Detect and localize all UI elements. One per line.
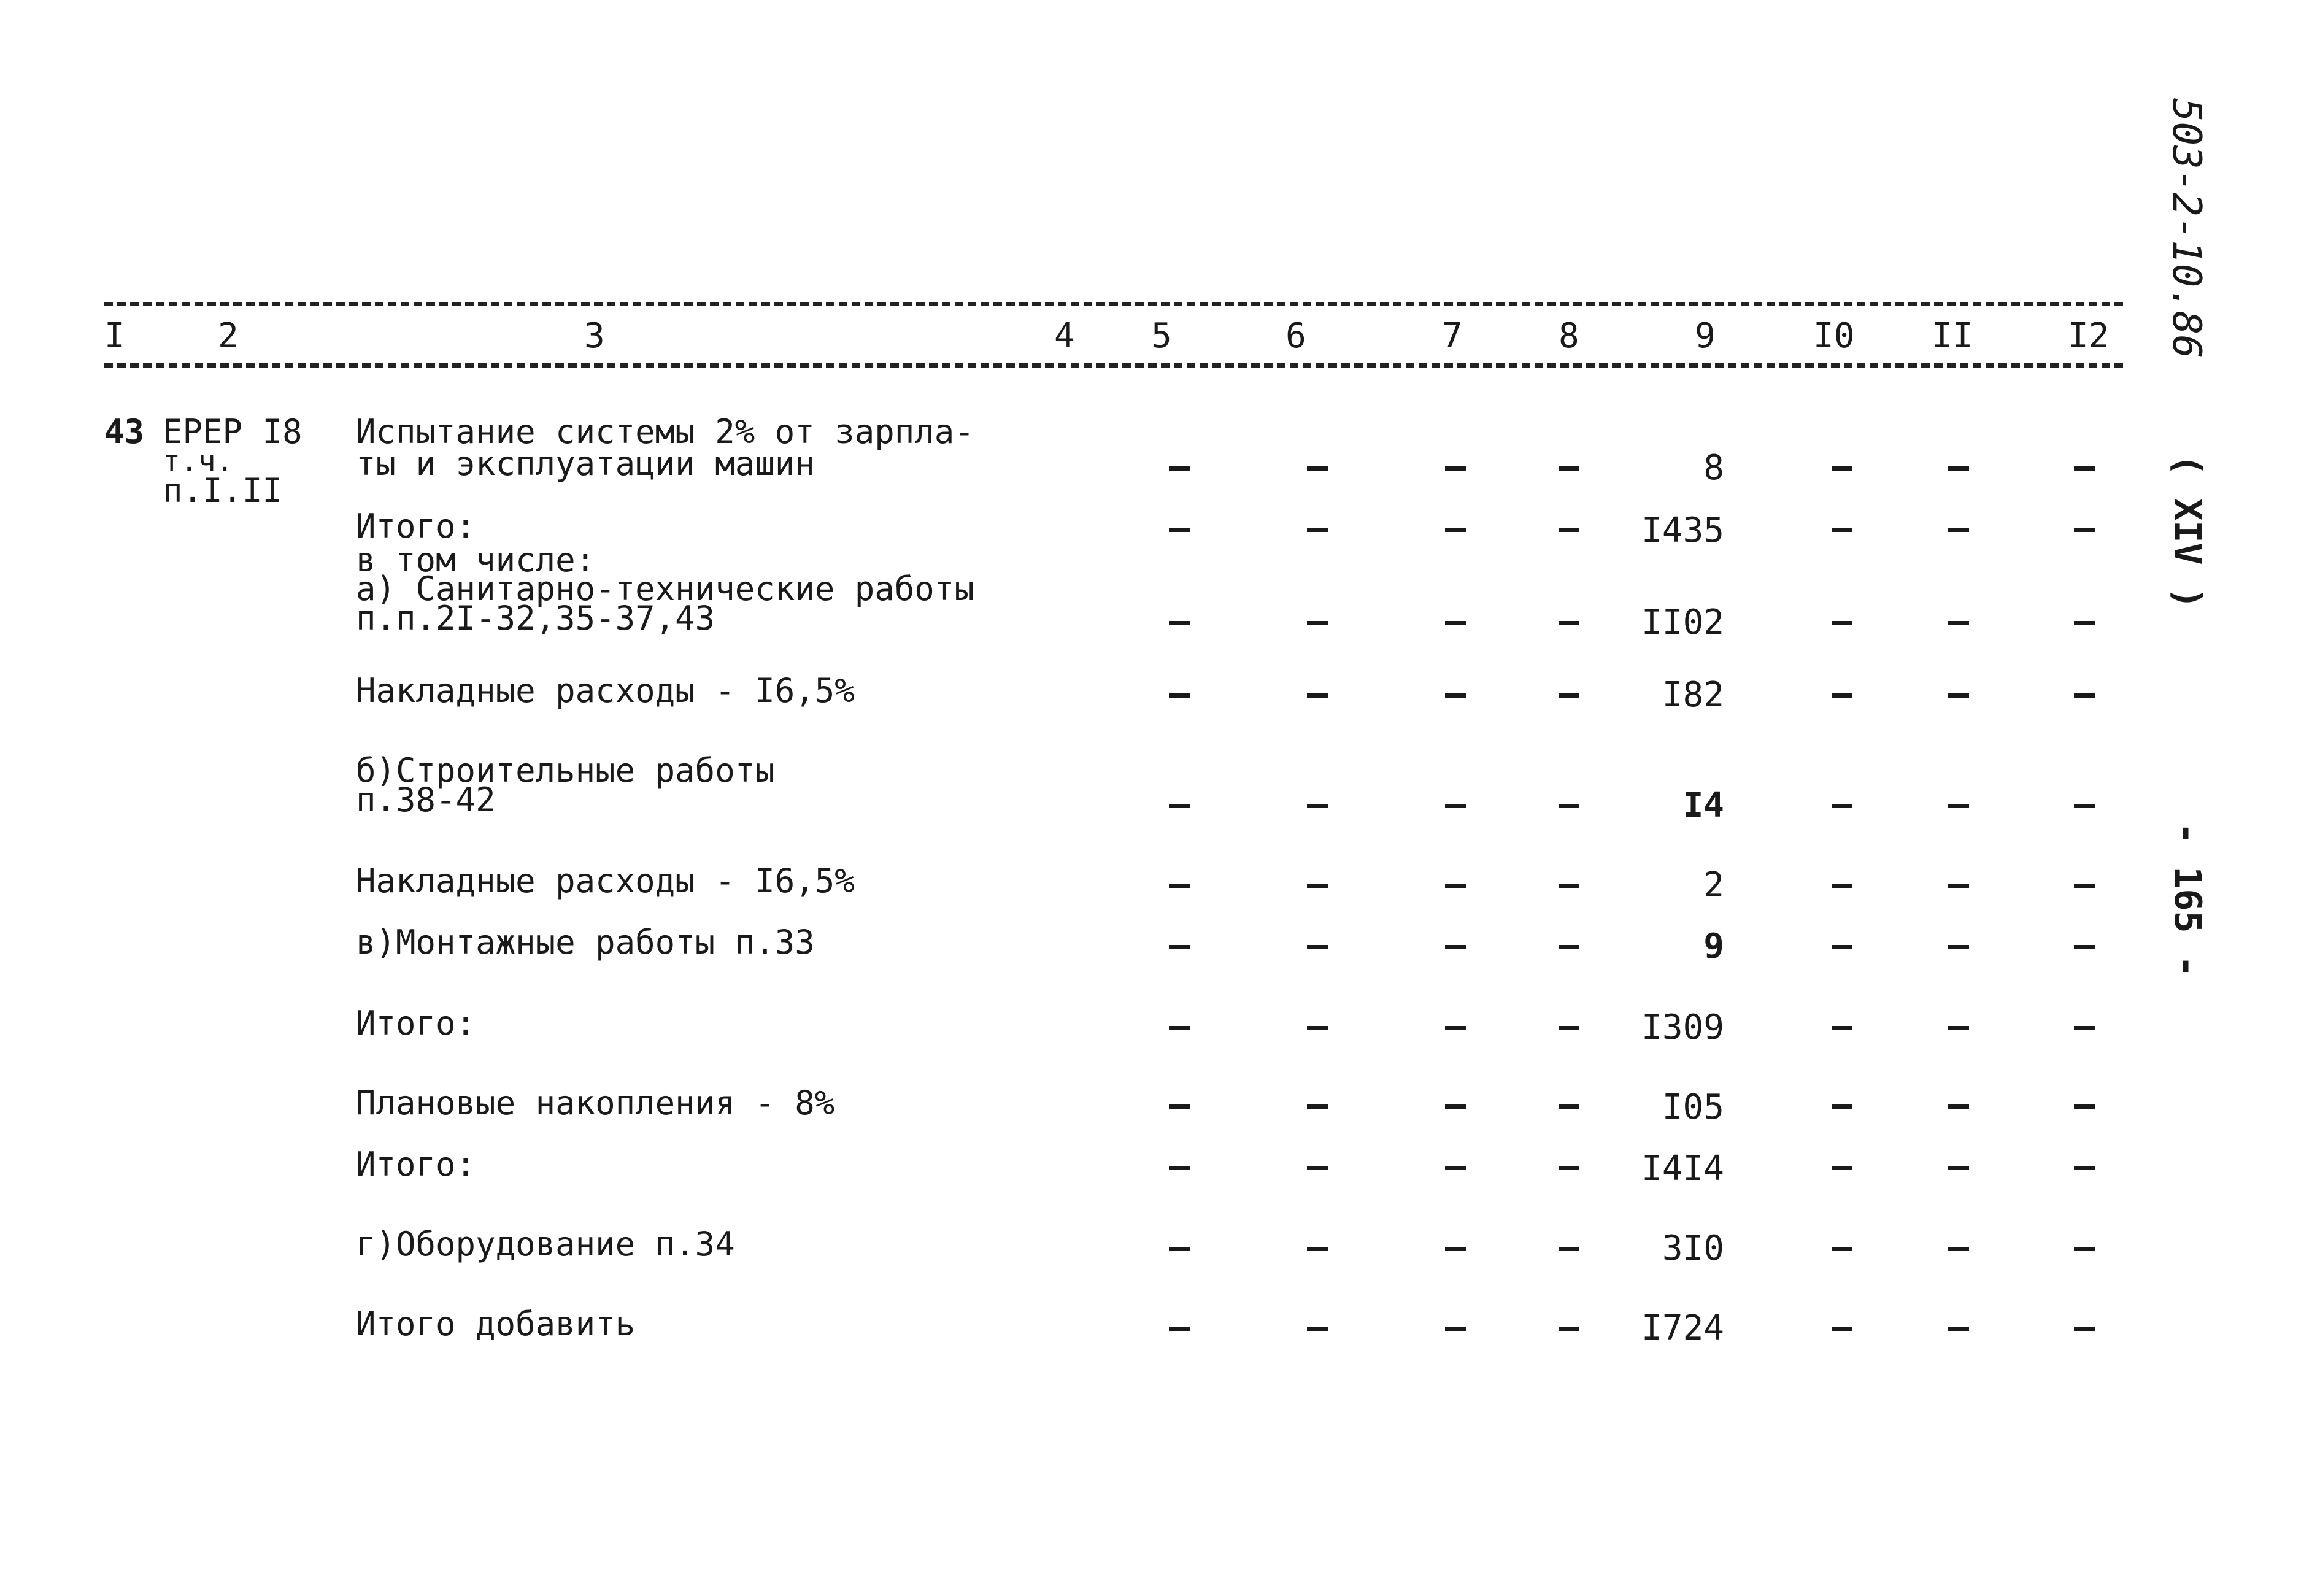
row-9-col7-dash <box>1445 1104 1466 1109</box>
row-10-col9-value: I4I4 <box>1641 1149 1724 1189</box>
row-7-col12-dash <box>2074 945 2095 949</box>
row-1-col7-dash <box>1445 466 1466 471</box>
row-6-col6-dash <box>1307 884 1328 888</box>
header-col-10: I0 <box>1813 316 1855 356</box>
row-3-col8-dash <box>1559 621 1579 625</box>
row-7-col7-dash <box>1445 945 1466 949</box>
row-4-col6-dash <box>1307 693 1328 698</box>
row-4-col11-dash <box>1948 693 1969 698</box>
row-5-col11-dash <box>1948 804 1969 808</box>
row-5-col10-dash <box>1832 804 1852 808</box>
row-9-col5-dash <box>1169 1104 1190 1109</box>
row-3-col10-dash <box>1832 621 1852 625</box>
row-2-col5-dash <box>1169 528 1190 532</box>
row-3-label-a: в том числе: <box>356 541 596 579</box>
row-1-col8-dash <box>1559 466 1579 471</box>
row-2-col12-dash <box>2074 528 2095 532</box>
header-col-4: 4 <box>1054 316 1075 356</box>
header-col-1: I <box>104 316 125 356</box>
row-9-col9-value: I05 <box>1662 1087 1724 1127</box>
entry-code-line2: т.ч. <box>163 444 234 479</box>
header-col-5: 5 <box>1151 316 1172 356</box>
header-col-7: 7 <box>1442 316 1463 356</box>
row-4-label: Накладные расходы - I6,5% <box>356 671 855 710</box>
row-4-col10-dash <box>1832 693 1852 698</box>
row-2-col9-value: I435 <box>1641 511 1724 550</box>
row-12-col12-dash <box>2074 1327 2095 1331</box>
header-col-6: 6 <box>1285 316 1306 356</box>
row-1-col11-dash <box>1948 466 1969 471</box>
row-9-label: Плановые накопления - 8% <box>356 1084 835 1122</box>
row-9-col10-dash <box>1832 1104 1852 1109</box>
row-11-col5-dash <box>1169 1247 1190 1251</box>
row-7-label: в)Монтажные работы п.33 <box>356 923 815 962</box>
row-8-col7-dash <box>1445 1026 1466 1030</box>
row-2-col7-dash <box>1445 528 1466 532</box>
page-number: - 165 - <box>2166 822 2209 977</box>
row-1-col6-dash <box>1307 466 1328 471</box>
side-section-code: ( XIV ) <box>2166 454 2209 609</box>
entry-code-line3: п.I.II <box>163 471 283 510</box>
row-8-col6-dash <box>1307 1026 1328 1030</box>
row-12-col10-dash <box>1832 1327 1852 1331</box>
row-2-col8-dash <box>1559 528 1579 532</box>
row-10-col12-dash <box>2074 1166 2095 1170</box>
row-1-col10-dash <box>1832 466 1852 471</box>
row-3-col11-dash <box>1948 621 1969 625</box>
row-7-col10-dash <box>1832 945 1852 949</box>
entry-code-line1: ЕРЕР I8 <box>163 412 303 451</box>
row-1-label-a: Испытание системы 2% от зарпла- <box>356 412 974 451</box>
row-4-col5-dash <box>1169 693 1190 698</box>
row-8-col11-dash <box>1948 1026 1969 1030</box>
row-7-col8-dash <box>1559 945 1579 949</box>
header-col-3: 3 <box>584 316 605 356</box>
row-6-col10-dash <box>1832 884 1852 888</box>
row-10-col11-dash <box>1948 1166 1969 1170</box>
row-3-col6-dash <box>1307 621 1328 625</box>
row-11-col12-dash <box>2074 1247 2095 1251</box>
row-3-col5-dash <box>1169 621 1190 625</box>
row-10-col7-dash <box>1445 1166 1466 1170</box>
header-col-2: 2 <box>218 316 239 356</box>
row-1-col9-value: 8 <box>1703 448 1724 488</box>
row-5-col6-dash <box>1307 804 1328 808</box>
row-3-col9-value: II02 <box>1641 603 1724 642</box>
row-7-col5-dash <box>1169 945 1190 949</box>
row-2-col11-dash <box>1948 528 1969 532</box>
row-7-col9-value: 9 <box>1703 927 1724 966</box>
row-6-col7-dash <box>1445 884 1466 888</box>
row-4-col12-dash <box>2074 693 2095 698</box>
row-4-col9-value: I82 <box>1662 675 1724 715</box>
row-5-label-b: п.38-42 <box>356 781 496 819</box>
row-12-col11-dash <box>1948 1327 1969 1331</box>
row-8-col5-dash <box>1169 1026 1190 1030</box>
header-col-12: I2 <box>2068 316 2110 356</box>
row-4-col8-dash <box>1559 693 1579 698</box>
row-6-label: Накладные расходы - I6,5% <box>356 862 855 900</box>
row-6-col12-dash <box>2074 884 2095 888</box>
row-3-col7-dash <box>1445 621 1466 625</box>
row-3-col12-dash <box>2074 621 2095 625</box>
row-5-col5-dash <box>1169 804 1190 808</box>
row-3-label-c: п.п.2I-32,35-37,43 <box>356 599 715 638</box>
row-6-col9-value: 2 <box>1703 865 1724 905</box>
row-8-col9-value: I309 <box>1641 1008 1724 1047</box>
row-11-col11-dash <box>1948 1247 1969 1251</box>
row-8-col8-dash <box>1559 1026 1579 1030</box>
row-11-col8-dash <box>1559 1247 1579 1251</box>
row-2-col10-dash <box>1832 528 1852 532</box>
row-8-col12-dash <box>2074 1026 2095 1030</box>
row-8-label: Итого: <box>356 1004 476 1043</box>
row-12-col8-dash <box>1559 1327 1579 1331</box>
row-12-label: Итого добавить <box>356 1305 636 1343</box>
side-document-code: 503-2-10.86 <box>2164 98 2209 358</box>
row-11-col10-dash <box>1832 1247 1852 1251</box>
row-12-col6-dash <box>1307 1327 1328 1331</box>
row-10-col8-dash <box>1559 1166 1579 1170</box>
row-11-col7-dash <box>1445 1247 1466 1251</box>
row-6-col8-dash <box>1559 884 1579 888</box>
row-1-col5-dash <box>1169 466 1190 471</box>
row-11-col6-dash <box>1307 1247 1328 1251</box>
row-5-label-a: б)Строительные работы <box>356 751 775 790</box>
row-11-label: г)Оборудование п.34 <box>356 1225 735 1263</box>
row-5-col12-dash <box>2074 804 2095 808</box>
row-10-col6-dash <box>1307 1166 1328 1170</box>
row-7-col6-dash <box>1307 945 1328 949</box>
header-col-9: 9 <box>1695 316 1716 356</box>
row-10-label: Итого: <box>356 1145 476 1184</box>
row-12-col7-dash <box>1445 1327 1466 1331</box>
row-6-col11-dash <box>1948 884 1969 888</box>
row-4-col7-dash <box>1445 693 1466 698</box>
header-bottom-rule <box>104 363 2123 368</box>
row-9-col12-dash <box>2074 1104 2095 1109</box>
row-9-col11-dash <box>1948 1104 1969 1109</box>
row-5-col9-value: I4 <box>1682 785 1724 825</box>
header-top-rule <box>104 302 2123 306</box>
row-1-label-b: ты и эксплуатации машин <box>356 444 815 483</box>
row-8-col10-dash <box>1832 1026 1852 1030</box>
row-11-col9-value: 3I0 <box>1662 1228 1724 1268</box>
row-5-col8-dash <box>1559 804 1579 808</box>
row-9-col8-dash <box>1559 1104 1579 1109</box>
row-6-col5-dash <box>1169 884 1190 888</box>
row-3-label-b: а) Санитарно-технические работы <box>356 569 974 608</box>
row-10-col5-dash <box>1169 1166 1190 1170</box>
row-2-col6-dash <box>1307 528 1328 532</box>
entry-number: 43 <box>104 412 145 451</box>
row-12-col5-dash <box>1169 1327 1190 1331</box>
row-5-col7-dash <box>1445 804 1466 808</box>
row-1-col12-dash <box>2074 466 2095 471</box>
header-col-11: II <box>1932 316 1973 356</box>
row-7-col11-dash <box>1948 945 1969 949</box>
row-10-col10-dash <box>1832 1166 1852 1170</box>
row-12-col9-value: I724 <box>1641 1308 1724 1348</box>
row-9-col6-dash <box>1307 1104 1328 1109</box>
header-col-8: 8 <box>1559 316 1579 356</box>
row-2-label: Итого: <box>356 507 476 545</box>
